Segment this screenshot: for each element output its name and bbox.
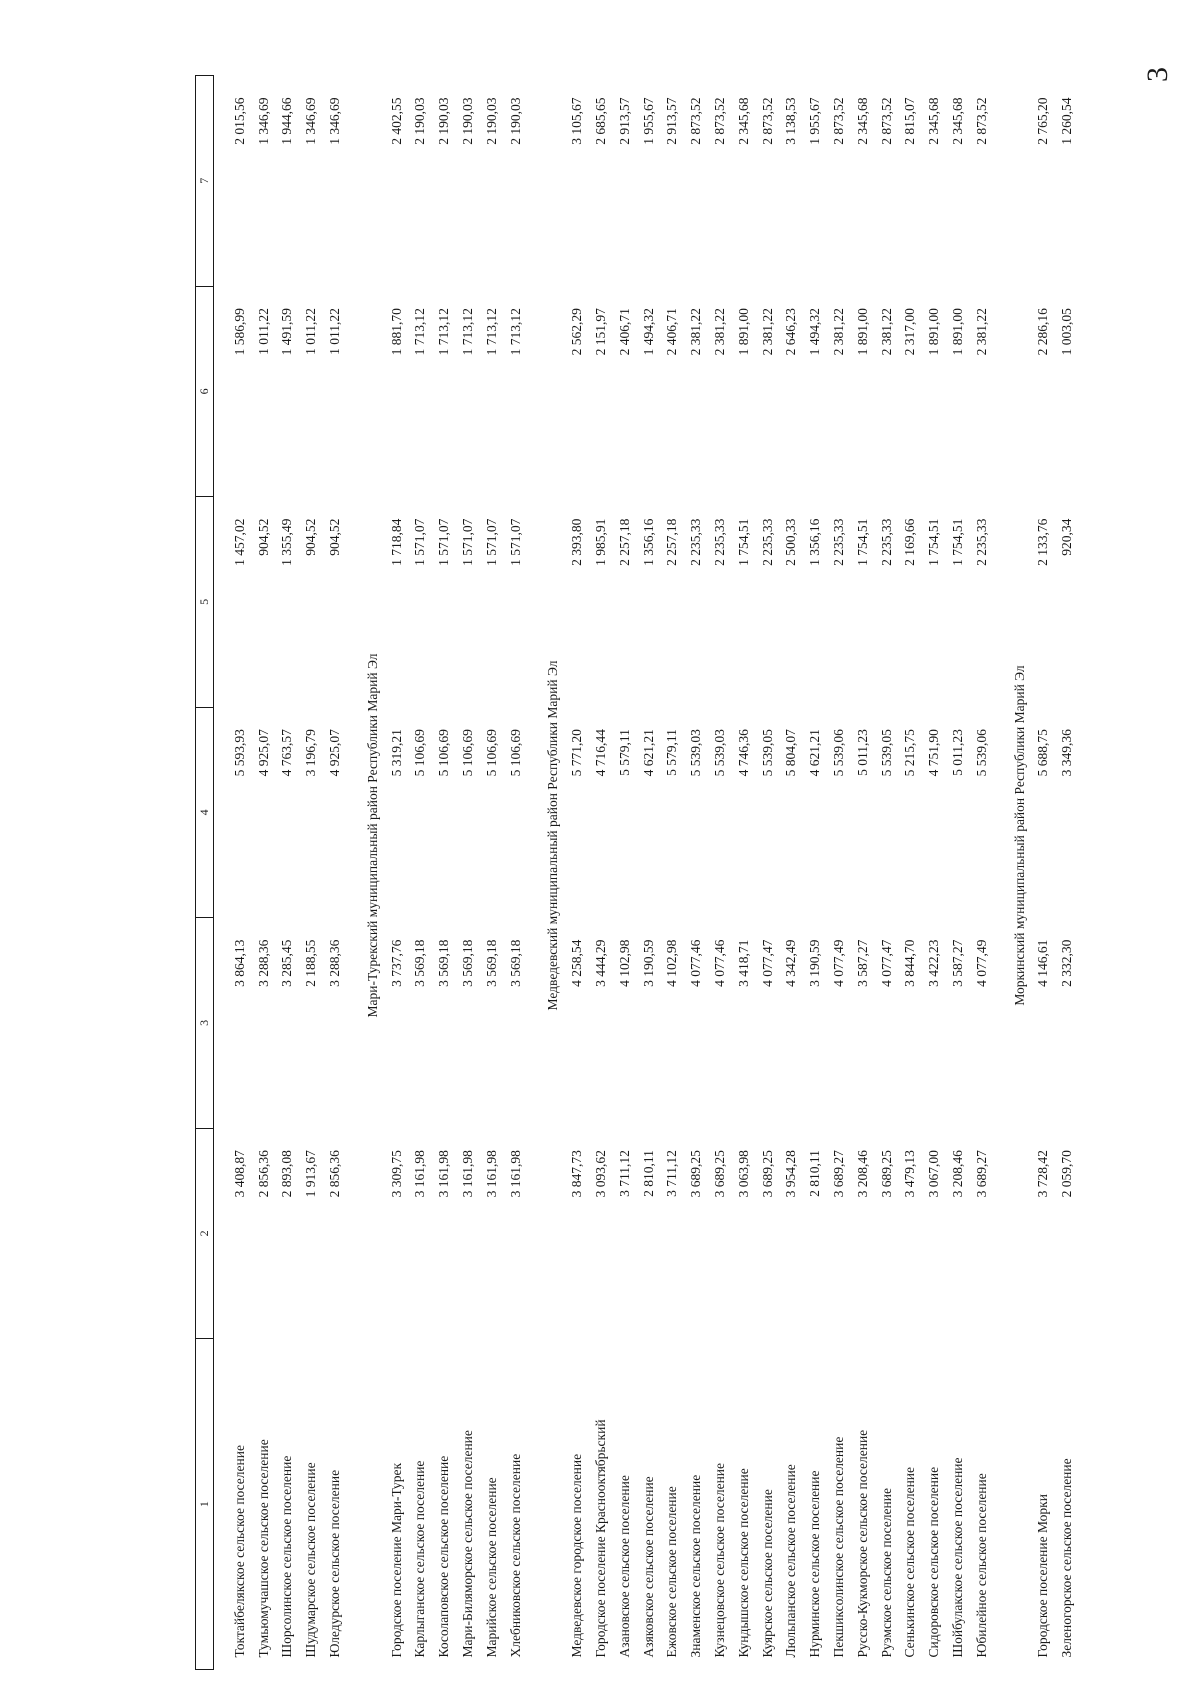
- tariff-table: [195, 75, 1079, 1670]
- value-cell-col-3: 3 569,18: [507, 939, 523, 987]
- table-row: [732, 76, 756, 1670]
- value-cell-col-7: 1 955,67: [640, 97, 656, 145]
- table-row: [708, 76, 732, 1670]
- value-cell-col-6: 1 891,00: [926, 308, 942, 356]
- value-cell-col-2: 3 408,87: [231, 1150, 247, 1198]
- table-row: [661, 76, 685, 1670]
- settlement-name: Марийское сельское поселение: [483, 1477, 499, 1658]
- value-cell-col-3: 4 077,47: [878, 939, 894, 987]
- value-cell-col-5: 904,52: [255, 518, 271, 556]
- value-cell-col-3: 3 569,18: [412, 939, 428, 987]
- value-cell-col-2: 3 067,00: [926, 1150, 942, 1198]
- settlement-name: Шойбулакское сельское поселение: [950, 1457, 965, 1658]
- value-cell-col-4: 5 011,23: [854, 729, 870, 776]
- settlement-name: Русско-Кукморское сельское поселение: [854, 1429, 870, 1658]
- value-cell-col-5: 1 571,07: [436, 518, 452, 566]
- value-cell-col-5: 1 754,51: [854, 518, 870, 566]
- district-heading-row: [542, 76, 566, 1670]
- value-cell-col-4: 4 751,90: [926, 729, 942, 777]
- settlement-name: Сидоровское сельское поселение: [926, 1466, 942, 1658]
- spacer-row: [214, 76, 229, 1670]
- value-cell-col-3: 3 288,36: [327, 939, 343, 987]
- value-cell-col-7: 2 190,03: [460, 97, 476, 145]
- settlement-name: Азановское сельское поселение: [616, 1475, 632, 1658]
- value-cell-col-6: 1 891,00: [950, 308, 965, 356]
- value-cell-col-5: 2 235,33: [688, 518, 704, 566]
- settlement-name: Руэмское сельское поселение: [878, 1488, 894, 1658]
- value-cell-col-4: 4 925,07: [255, 729, 271, 777]
- value-cell-col-5: 1 355,49: [279, 518, 295, 566]
- value-cell-col-3: 4 077,46: [688, 939, 704, 987]
- value-cell-col-4: 5 593,93: [231, 729, 247, 777]
- value-cell-col-3: 3 190,59: [640, 939, 656, 987]
- table-row: [565, 76, 589, 1670]
- value-cell-col-6: 1 003,05: [1059, 308, 1075, 356]
- value-cell-col-2: 2 810,11: [807, 1150, 823, 1197]
- table-row: [432, 76, 456, 1670]
- value-cell-col-6: 2 286,16: [1035, 308, 1051, 356]
- value-cell-col-6: 1 011,22: [255, 308, 271, 355]
- value-cell-col-2: 1 913,67: [303, 1150, 319, 1198]
- table-row: [323, 76, 347, 1670]
- value-cell-col-2: 3 161,98: [483, 1150, 499, 1198]
- table-row: [385, 76, 409, 1670]
- value-cell-col-5: 2 235,33: [973, 518, 989, 566]
- value-cell-col-7: 2 765,20: [1035, 97, 1051, 145]
- value-cell-col-3: 3 569,18: [460, 939, 476, 987]
- column-number-row: [196, 76, 214, 1670]
- value-cell-col-7: 2 873,52: [712, 97, 728, 145]
- value-cell-col-4: 4 621,21: [640, 729, 656, 777]
- value-cell-col-6: 2 562,29: [569, 308, 585, 356]
- value-cell-col-2: 3 711,12: [664, 1150, 680, 1197]
- value-cell-col-5: 904,52: [303, 518, 319, 556]
- value-cell-col-7: 2 873,52: [878, 97, 894, 145]
- value-cell-col-6: 1 713,12: [460, 308, 476, 356]
- value-cell-col-6: 1 891,00: [735, 308, 751, 356]
- value-cell-col-3: 3 288,36: [255, 939, 271, 987]
- value-cell-col-3: 2 332,30: [1059, 939, 1075, 987]
- settlement-name: Хлебниковское сельское поселение: [507, 1453, 523, 1658]
- table-row: [637, 76, 661, 1670]
- settlement-name: Сенькинское сельское поселение: [902, 1466, 918, 1658]
- value-cell-col-7: 2 913,57: [616, 97, 632, 145]
- value-cell-col-7: 1 346,69: [327, 97, 343, 145]
- settlement-name: Юледурское сельское поселение: [327, 1469, 343, 1658]
- table-row: [613, 76, 637, 1670]
- value-cell-col-7: 1 346,69: [255, 97, 271, 145]
- value-cell-col-2: 3 208,46: [854, 1150, 870, 1198]
- settlement-name: Косолаповское сельское поселение: [436, 1455, 452, 1658]
- settlement-name: Зеленогорское сельское поселение: [1059, 1458, 1075, 1658]
- value-cell-col-2: 3 711,12: [616, 1150, 632, 1197]
- table-row: [456, 76, 480, 1670]
- settlement-name: Городское поселение Краснооктябрьский: [593, 1419, 609, 1658]
- value-cell-col-2: 3 689,25: [688, 1150, 704, 1198]
- spacer-row: [347, 76, 361, 1670]
- table-row: [1055, 76, 1079, 1670]
- value-cell-col-3: 3 190,59: [807, 939, 823, 987]
- settlement-name: Пекшиксолинское сельское поселение: [831, 1436, 847, 1658]
- settlement-name: Куярское сельское поселение: [759, 1489, 775, 1658]
- table-row: [827, 76, 851, 1670]
- value-cell-col-6: 1 713,12: [483, 308, 499, 356]
- value-cell-col-3: 4 258,54: [569, 939, 585, 987]
- value-cell-col-2: 3 689,25: [712, 1150, 728, 1198]
- value-cell-col-2: 3 847,73: [569, 1150, 585, 1198]
- table-row: [899, 76, 923, 1670]
- settlement-name: Знаменское сельское поселение: [688, 1474, 704, 1658]
- rotated-page-content: [195, 70, 1075, 1670]
- value-cell-col-5: 2 257,18: [664, 518, 680, 566]
- table-row: [299, 76, 323, 1670]
- value-cell-col-2: 3 208,46: [950, 1150, 965, 1198]
- value-cell-col-2: 2 059,70: [1059, 1150, 1075, 1198]
- value-cell-col-6: 1 713,12: [507, 308, 523, 356]
- value-cell-col-2: 2 893,08: [279, 1150, 295, 1198]
- value-cell-col-5: 2 133,76: [1035, 518, 1051, 566]
- settlement-name: Кундышское сельское поселение: [735, 1468, 751, 1658]
- column-number-5: 5: [196, 497, 214, 708]
- value-cell-col-4: 5 539,05: [878, 729, 894, 777]
- value-cell-col-2: 3 309,75: [388, 1150, 404, 1198]
- value-cell-col-6: 1 011,22: [303, 308, 319, 355]
- table-row: [922, 76, 946, 1670]
- value-cell-col-5: 2 257,18: [616, 518, 632, 566]
- spacer-row: [528, 76, 542, 1670]
- value-cell-col-6: 2 381,22: [973, 308, 989, 356]
- value-cell-col-2: 3 728,42: [1035, 1150, 1051, 1198]
- value-cell-col-6: 1 586,99: [231, 308, 247, 356]
- value-cell-col-4: 5 106,69: [436, 729, 452, 777]
- table-row: [970, 76, 994, 1670]
- value-cell-col-3: 4 146,61: [1035, 939, 1051, 987]
- value-cell-col-3: 4 102,98: [616, 939, 632, 987]
- settlement-name: Токтайбелякское сельское поселение: [231, 1445, 247, 1658]
- value-cell-col-2: 3 161,98: [507, 1150, 523, 1198]
- value-cell-col-2: 3 689,27: [973, 1150, 989, 1198]
- table-row: [1032, 76, 1056, 1670]
- spacer-row: [994, 76, 1008, 1670]
- value-cell-col-7: 2 190,03: [483, 97, 499, 145]
- value-cell-col-5: 2 235,33: [878, 518, 894, 566]
- value-cell-col-3: 3 569,18: [436, 939, 452, 987]
- value-cell-col-5: 904,52: [327, 518, 343, 556]
- value-cell-col-5: 1 571,07: [483, 518, 499, 566]
- value-cell-col-5: 1 571,07: [412, 518, 428, 566]
- value-cell-col-4: 3 349,36: [1059, 729, 1075, 777]
- value-cell-col-7: 2 815,07: [902, 97, 918, 145]
- value-cell-col-4: 4 925,07: [327, 729, 343, 777]
- value-cell-col-4: 5 771,20: [569, 729, 585, 777]
- table-row: [589, 76, 613, 1670]
- value-cell-col-4: 4 621,21: [807, 729, 823, 777]
- table-row: [228, 76, 252, 1670]
- value-cell-col-2: 3 161,98: [412, 1150, 428, 1198]
- district-heading: Мари-Турекский муниципальный район Республики Марий Эл: [364, 653, 380, 1018]
- value-cell-col-7: 2 345,68: [854, 97, 870, 145]
- value-cell-col-5: 1 571,07: [460, 518, 476, 566]
- value-cell-col-7: 2 873,52: [831, 97, 847, 145]
- value-cell-col-6: 1 494,32: [640, 308, 656, 356]
- page-number: 3: [1141, 67, 1174, 82]
- value-cell-col-4: 3 196,79: [303, 729, 319, 777]
- value-cell-col-5: 1 356,16: [807, 518, 823, 566]
- value-cell-col-7: 1 944,66: [279, 97, 295, 145]
- table-row: [504, 76, 528, 1670]
- value-cell-col-6: 2 381,22: [878, 308, 894, 356]
- column-number-6: 6: [196, 286, 214, 497]
- value-cell-col-4: 4 746,36: [735, 729, 751, 777]
- value-cell-col-4: 5 539,03: [712, 729, 728, 777]
- value-cell-col-5: 920,34: [1059, 518, 1075, 556]
- value-cell-col-7: 2 015,56: [231, 97, 247, 145]
- settlement-name: Городское поселение Морки: [1035, 1494, 1051, 1658]
- settlement-name: Нурминское сельское поселение: [807, 1470, 823, 1658]
- value-cell-col-6: 2 151,97: [593, 308, 609, 356]
- value-cell-col-7: 2 873,52: [973, 97, 989, 145]
- value-cell-col-2: 3 063,98: [735, 1150, 751, 1198]
- value-cell-col-4: 5 106,69: [412, 729, 428, 777]
- value-cell-col-4: 5 011,23: [950, 729, 965, 776]
- value-cell-col-7: 2 190,03: [436, 97, 452, 145]
- value-cell-col-3: 3 285,45: [279, 939, 295, 987]
- settlement-name: Юбилейное сельское поселение: [973, 1473, 989, 1658]
- value-cell-col-4: 5 539,03: [688, 729, 704, 777]
- value-cell-col-5: 1 457,02: [231, 518, 247, 566]
- value-cell-col-3: 4 077,46: [712, 939, 728, 987]
- value-cell-col-7: 3 138,53: [783, 97, 799, 145]
- value-cell-col-3: 4 077,49: [973, 939, 989, 987]
- value-cell-col-7: 2 190,03: [507, 97, 523, 145]
- settlement-name: Мари-Биляморское сельское поселение: [460, 1430, 476, 1658]
- settlement-name: Люльпанское сельское поселение: [783, 1464, 799, 1658]
- value-cell-col-5: 2 235,33: [831, 518, 847, 566]
- value-cell-col-2: 3 954,28: [783, 1150, 799, 1198]
- value-cell-col-4: 5 539,06: [973, 729, 989, 777]
- value-cell-col-3: 3 444,29: [593, 939, 609, 987]
- value-cell-col-3: 4 102,98: [664, 939, 680, 987]
- district-heading-row: [361, 76, 385, 1670]
- table-row: [851, 76, 875, 1670]
- value-cell-col-5: 2 169,66: [902, 518, 918, 566]
- value-cell-col-3: 4 342,49: [783, 939, 799, 987]
- column-number-1: 1: [196, 1339, 214, 1670]
- value-cell-col-7: 2 345,68: [926, 97, 942, 145]
- settlement-name: Карлыганское сельское поселение: [412, 1460, 428, 1658]
- value-cell-col-3: 3 569,18: [483, 939, 499, 987]
- district-heading-row: [1008, 76, 1032, 1670]
- value-cell-col-6: 2 406,71: [616, 308, 632, 356]
- settlement-name: Шудумарское сельское поселение: [303, 1462, 319, 1658]
- table-row: [276, 76, 300, 1670]
- district-heading: Моркинский муниципальный район Республики Марий Эл: [1011, 665, 1027, 1006]
- value-cell-col-2: 3 689,25: [759, 1150, 775, 1198]
- value-cell-col-4: 5 106,69: [483, 729, 499, 777]
- value-cell-col-6: 1 713,12: [412, 308, 428, 356]
- value-cell-col-5: 2 235,33: [712, 518, 728, 566]
- table-header: [196, 76, 214, 1670]
- value-cell-col-2: 3 161,98: [436, 1150, 452, 1198]
- settlement-name: Кузнецовское сельское поселение: [712, 1462, 728, 1658]
- value-cell-col-6: 1 494,32: [807, 308, 823, 356]
- table-row: [480, 76, 504, 1670]
- settlement-name: Тумьюмучашское сельское поселение: [255, 1439, 271, 1658]
- value-cell-col-6: 1 891,00: [854, 308, 870, 356]
- table-row: [875, 76, 899, 1670]
- value-cell-col-4: 5 319,21: [388, 729, 404, 777]
- value-cell-col-3: 3 587,27: [854, 939, 870, 987]
- settlement-name: Ежовское сельское поселение: [664, 1486, 680, 1658]
- value-cell-col-5: 1 754,51: [926, 518, 942, 566]
- column-number-2: 2: [196, 1128, 214, 1339]
- value-cell-col-2: 2 810,11: [640, 1150, 656, 1197]
- table-row: [756, 76, 780, 1670]
- value-cell-col-6: 1 881,70: [388, 308, 404, 356]
- value-cell-col-7: 2 873,52: [688, 97, 704, 145]
- table-row: [684, 76, 708, 1670]
- value-cell-col-6: 2 381,22: [688, 308, 704, 356]
- value-cell-col-7: 2 873,52: [759, 97, 775, 145]
- value-cell-col-6: 1 491,59: [279, 308, 295, 356]
- value-cell-col-6: 2 317,00: [902, 308, 918, 356]
- value-cell-col-4: 5 579,11: [616, 729, 632, 776]
- value-cell-col-2: 3 479,13: [902, 1150, 918, 1198]
- value-cell-col-6: 1 713,12: [436, 308, 452, 356]
- value-cell-col-4: 5 579,11: [664, 729, 680, 776]
- settlement-name: Шорсолинское сельское поселение: [279, 1455, 295, 1658]
- value-cell-col-3: 3 422,23: [926, 939, 942, 987]
- value-cell-col-4: 5 539,06: [831, 729, 847, 777]
- value-cell-col-7: 2 913,57: [664, 97, 680, 145]
- value-cell-col-7: 2 345,68: [950, 97, 965, 145]
- value-cell-col-2: 2 856,36: [327, 1150, 343, 1198]
- value-cell-col-4: 5 539,05: [759, 729, 775, 777]
- value-cell-col-6: 2 381,22: [831, 308, 847, 356]
- table-row: [252, 76, 276, 1670]
- value-cell-col-3: 4 077,47: [759, 939, 775, 987]
- value-cell-col-5: 2 235,33: [759, 518, 775, 566]
- value-cell-col-3: 4 077,49: [831, 939, 847, 987]
- value-cell-col-7: 1 955,67: [807, 97, 823, 145]
- value-cell-col-6: 2 381,22: [759, 308, 775, 356]
- value-cell-col-5: 1 718,84: [388, 518, 404, 566]
- value-cell-col-5: 1 754,51: [735, 518, 751, 566]
- value-cell-col-2: 3 689,25: [878, 1150, 894, 1198]
- value-cell-col-4: 5 215,75: [902, 729, 918, 777]
- value-cell-col-2: 3 093,62: [593, 1150, 609, 1198]
- value-cell-col-5: 1 356,16: [640, 518, 656, 566]
- value-cell-col-2: 2 856,36: [255, 1150, 271, 1198]
- value-cell-col-3: 3 864,13: [231, 939, 247, 987]
- settlement-name: Азяковское сельское поселение: [640, 1476, 656, 1658]
- settlement-name: Медведевское городское поселение: [569, 1453, 585, 1658]
- table-row: [946, 76, 970, 1670]
- table-row: [803, 76, 827, 1670]
- column-number-4: 4: [196, 707, 214, 918]
- value-cell-col-3: 3 587,27: [950, 939, 965, 987]
- value-cell-col-7: 3 105,67: [569, 97, 585, 145]
- value-cell-col-4: 4 763,57: [279, 729, 295, 777]
- value-cell-col-6: 2 406,71: [664, 308, 680, 356]
- table-row: [409, 76, 433, 1670]
- table-body: [214, 76, 1080, 1670]
- value-cell-col-4: 4 716,44: [593, 729, 609, 777]
- value-cell-col-5: 1 754,51: [950, 518, 965, 566]
- value-cell-col-5: 1 985,91: [593, 518, 609, 566]
- value-cell-col-4: 5 804,07: [783, 729, 799, 777]
- value-cell-col-7: 2 685,65: [593, 97, 609, 145]
- value-cell-col-6: 2 646,23: [783, 308, 799, 356]
- value-cell-col-4: 5 106,69: [507, 729, 523, 777]
- value-cell-col-5: 2 500,33: [783, 518, 799, 566]
- value-cell-col-2: 3 161,98: [460, 1150, 476, 1198]
- value-cell-col-6: 1 011,22: [327, 308, 343, 355]
- value-cell-col-3: 3 418,71: [735, 939, 751, 987]
- district-heading: Медведевский муниципальный район Республики Марий Эл: [545, 660, 561, 1011]
- value-cell-col-6: 2 381,22: [712, 308, 728, 356]
- column-number-3: 3: [196, 918, 214, 1129]
- value-cell-col-7: 2 402,55: [388, 97, 404, 145]
- value-cell-col-4: 5 688,75: [1035, 729, 1051, 777]
- value-cell-col-4: 5 106,69: [460, 729, 476, 777]
- value-cell-col-7: 1 260,54: [1059, 97, 1075, 145]
- value-cell-col-3: 3 737,76: [388, 939, 404, 987]
- column-number-7: 7: [196, 76, 214, 287]
- value-cell-col-5: 2 393,80: [569, 518, 585, 566]
- value-cell-col-7: 2 190,03: [412, 97, 428, 145]
- value-cell-col-3: 2 188,55: [303, 939, 319, 987]
- value-cell-col-7: 2 345,68: [735, 97, 751, 145]
- value-cell-col-5: 1 571,07: [507, 518, 523, 566]
- value-cell-col-7: 1 346,69: [303, 97, 319, 145]
- table-row: [780, 76, 804, 1670]
- value-cell-col-3: 3 844,70: [902, 939, 918, 987]
- settlement-name: Городское поселение Мари-Турек: [388, 1462, 404, 1658]
- value-cell-col-2: 3 689,27: [831, 1150, 847, 1198]
